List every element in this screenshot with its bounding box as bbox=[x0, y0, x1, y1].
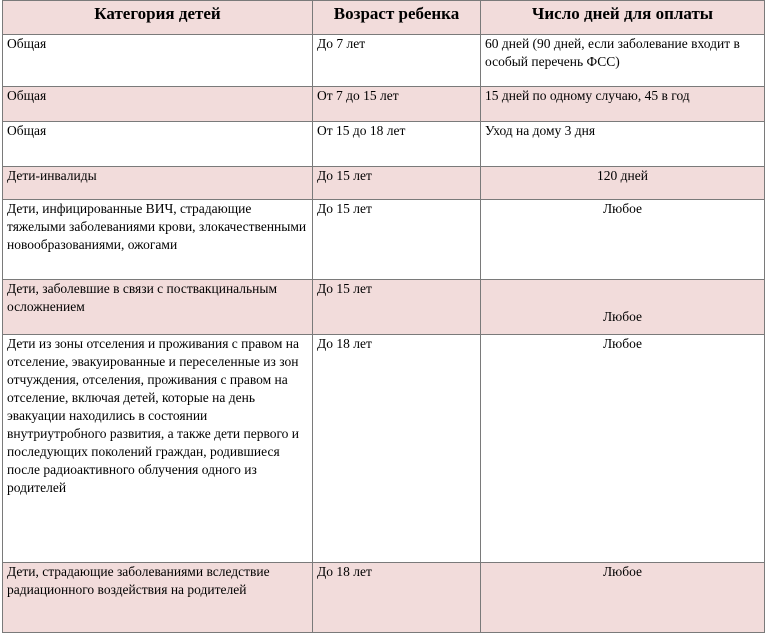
row-category: Дети-инвалиды bbox=[3, 167, 313, 200]
row-days: Уход на дому 3 дня bbox=[481, 122, 765, 167]
row-days: Любое bbox=[481, 280, 765, 335]
row-days: 15 дней по одному случаю, 45 в год bbox=[481, 87, 765, 122]
row-age: До 18 лет bbox=[313, 335, 481, 563]
row-category: Дети, страдающие заболеваниями вследствие радиационного воздействия на родителей bbox=[3, 563, 313, 633]
row-age: До 15 лет bbox=[313, 200, 481, 280]
table-header-row bbox=[3, 1, 765, 35]
row-days: 60 дней (90 дней, если заболевание входит в особый перечень ФСС) bbox=[481, 35, 765, 87]
row-age: До 7 лет bbox=[313, 35, 481, 87]
table-row bbox=[3, 563, 765, 633]
header-category: Категория детей bbox=[3, 1, 313, 35]
row-category: Общая bbox=[3, 87, 313, 122]
table-row bbox=[3, 87, 765, 122]
row-days: 120 дней bbox=[481, 167, 765, 200]
table-row bbox=[3, 122, 765, 167]
header-age: Возраст ребенка bbox=[313, 1, 481, 35]
row-category: Общая bbox=[3, 35, 313, 87]
header-days: Число дней для оплаты bbox=[481, 1, 765, 35]
row-category: Общая bbox=[3, 122, 313, 167]
table-row bbox=[3, 200, 765, 280]
row-days: Любое bbox=[481, 563, 765, 633]
row-days: Любое bbox=[481, 335, 765, 563]
table-row bbox=[3, 335, 765, 563]
row-age: От 15 до 18 лет bbox=[313, 122, 481, 167]
row-age: До 15 лет bbox=[313, 280, 481, 335]
row-age: До 15 лет bbox=[313, 167, 481, 200]
table-row bbox=[3, 280, 765, 335]
row-age: До 18 лет bbox=[313, 563, 481, 633]
row-days: Любое bbox=[481, 200, 765, 280]
table-row bbox=[3, 167, 765, 200]
table-row bbox=[3, 35, 765, 87]
row-category: Дети, заболевшие в связи с поствакцинальным осложнением bbox=[3, 280, 313, 335]
row-category: Дети из зоны отселения и проживания с правом на отселение, эвакуированные и переселенные из зон отчуждения, отселения, проживания с правом на отселение, включая детей, которые на день эвакуации находились в состоянии внутриутробного развития, а также дети первого и последующих поколений граждан, родившиеся после радиоактивного облучения одного из родителей bbox=[3, 335, 313, 563]
sick-leave-table bbox=[2, 0, 765, 633]
row-category: Дети, инфицированные ВИЧ, страдающие тяжелыми заболеваниями крови, злокачественными новообразованиями, ожогами bbox=[3, 200, 313, 280]
row-age: От 7 до 15 лет bbox=[313, 87, 481, 122]
